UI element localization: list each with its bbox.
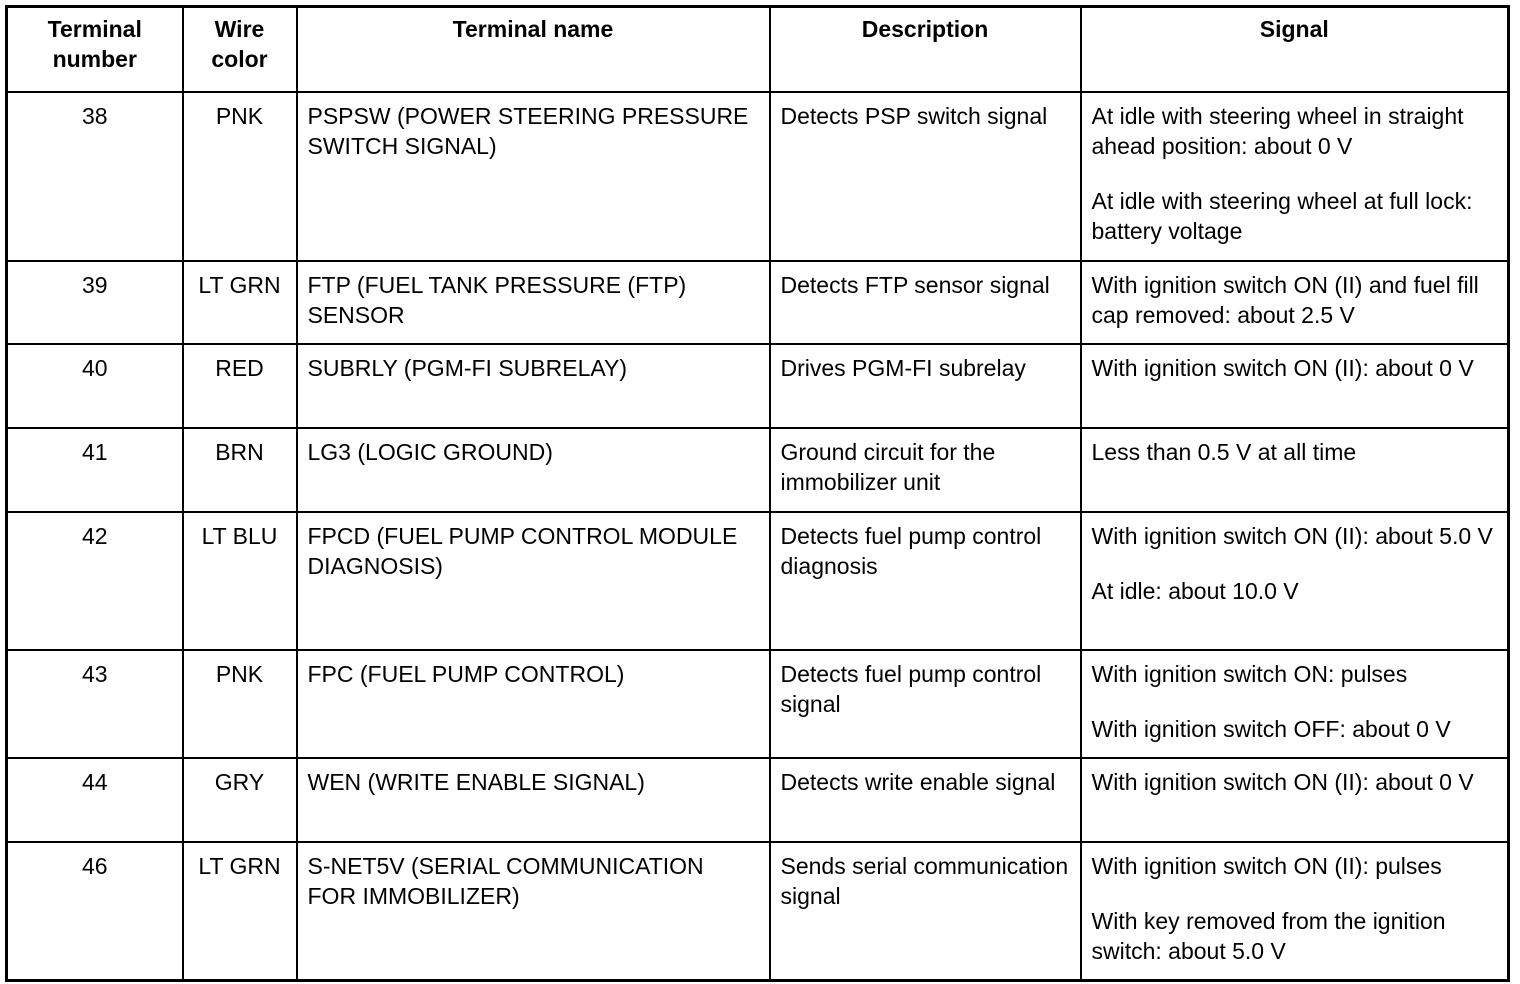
description-cell: Detects fuel pump control signal (770, 650, 1081, 758)
table-row (7, 344, 1509, 428)
terminal-number-cell: 44 (7, 758, 183, 842)
terminal-name-cell: WEN (WRITE ENABLE SIGNAL) (297, 758, 770, 842)
signal-line: Less than 0.5 V at all time (1091, 438, 1357, 465)
signal-line: At idle: about 10.0 V (1091, 577, 1299, 604)
terminal-number-cell: 39 (7, 261, 183, 344)
signal-line: With key removed from the ignition switch: about 5.0 V (1091, 907, 1446, 964)
description-cell: Sends serial communication signal (770, 842, 1081, 981)
description-cell: Detects fuel pump control diagnosis (770, 512, 1081, 650)
signal-cell (1081, 428, 1509, 512)
terminal-name-cell: SUBRLY (PGM-FI SUBRELAY) (297, 344, 770, 428)
wire-color-cell: LT GRN (183, 261, 297, 344)
signal-line: With ignition switch ON (II): about 0 V (1091, 768, 1474, 795)
description-cell: Drives PGM-FI subrelay (770, 344, 1081, 428)
terminal-number-cell: 38 (7, 92, 183, 261)
terminal-number-cell: 42 (7, 512, 183, 650)
terminal-name-cell: FPCD (FUEL PUMP CONTROL MODULE DIAGNOSIS) (297, 512, 770, 650)
wire-color-cell: LT GRN (183, 842, 297, 981)
terminal-number-cell: 46 (7, 842, 183, 981)
signal-line: At idle with steering wheel at full lock: battery voltage (1091, 187, 1473, 244)
signal-line: With ignition switch ON (II): about 0 V (1091, 354, 1474, 381)
wire-color-cell: PNK (183, 92, 297, 261)
terminal-number-cell: 43 (7, 650, 183, 758)
wire-color-cell: BRN (183, 428, 297, 512)
signal-cell (1081, 261, 1509, 344)
table-row (7, 428, 1509, 512)
description-cell: Detects PSP switch signal (770, 92, 1081, 261)
description-cell: Ground circuit for the immobilizer unit (770, 428, 1081, 512)
signal-cell (1081, 92, 1509, 261)
terminal-name-cell: PSPSW (POWER STEERING PRESSURE SWITCH SIGNAL) (297, 92, 770, 261)
terminal-name-cell: LG3 (LOGIC GROUND) (297, 428, 770, 512)
terminal-name-cell: FTP (FUEL TANK PRESSURE (FTP) SENSOR (297, 261, 770, 344)
header-wire-color: Wire color (183, 7, 297, 92)
header-terminal-name: Terminal name (297, 7, 770, 92)
wire-color-cell: PNK (183, 650, 297, 758)
signal-line: At idle with steering wheel in straight ahead position: about 0 V (1091, 102, 1464, 159)
signal-line: With ignition switch ON (II) and fuel fill cap removed: about 2.5 V (1091, 271, 1479, 328)
terminal-name-cell: S-NET5V (SERIAL COMMUNICATION FOR IMMOBILIZER) (297, 842, 770, 981)
description-cell: Detects write enable signal (770, 758, 1081, 842)
terminal-number-cell: 40 (7, 344, 183, 428)
table-row (7, 92, 1509, 261)
wire-color-cell: RED (183, 344, 297, 428)
signal-line: With ignition switch ON (II): about 5.0 V (1091, 522, 1493, 549)
signal-cell (1081, 758, 1509, 842)
header-terminal-number: Terminal number (7, 7, 183, 92)
header-row (7, 7, 1509, 92)
table-row (7, 512, 1509, 650)
signal-cell (1081, 842, 1509, 981)
signal-cell (1081, 650, 1509, 758)
signal-cell (1081, 512, 1509, 650)
table-row (7, 261, 1509, 344)
signal-line: With ignition switch ON (II): pulses (1091, 852, 1442, 879)
wire-color-cell: LT BLU (183, 512, 297, 650)
terminal-number-cell: 41 (7, 428, 183, 512)
table-body (7, 92, 1509, 981)
table-row (7, 650, 1509, 758)
table-row (7, 842, 1509, 981)
wire-color-cell: GRY (183, 758, 297, 842)
signal-line: With ignition switch ON: pulses (1091, 660, 1408, 687)
signal-line: With ignition switch OFF: about 0 V (1091, 715, 1451, 742)
header-description: Description (770, 7, 1081, 92)
terminal-name-cell: FPC (FUEL PUMP CONTROL) (297, 650, 770, 758)
signal-cell (1081, 344, 1509, 428)
table-row (7, 758, 1509, 842)
table-header (7, 7, 1509, 92)
terminal-table (5, 5, 1510, 982)
header-signal: Signal (1081, 7, 1509, 92)
description-cell: Detects FTP sensor signal (770, 261, 1081, 344)
